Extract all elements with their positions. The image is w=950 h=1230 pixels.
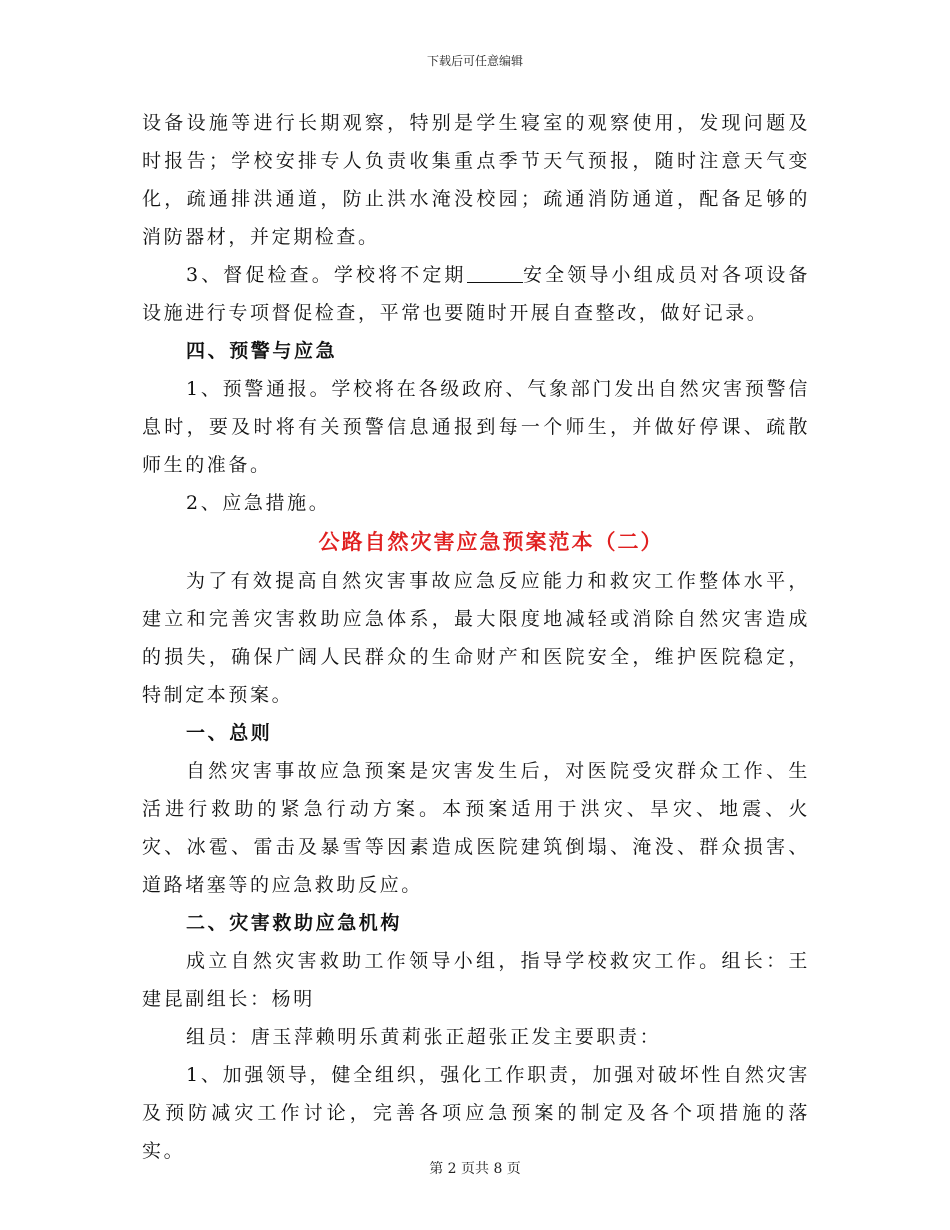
heading-general: 一、总则 — [186, 722, 273, 744]
blank-underline — [467, 264, 523, 283]
supervision-text-end: 安全领导小组成员对各项设备设施进行专项督促检查，平常也要随时开展自查整改，做好记录。 — [142, 264, 810, 324]
paragraph-warning-notice: 1、预警通报。学校将在各级政府、气象部门发出自然灾害预警信息时，要及时将有关预警信息通报到每一个师生，并做好停课、疏散师生的准备。 — [142, 378, 810, 476]
paragraph-emergency-measures: 2、应急措施。 — [186, 492, 331, 514]
page-header: 下载后可任意编辑 — [426, 54, 523, 68]
paragraph-intro: 为了有效提高自然灾害事故应急反应能力和救灾工作整体水平，建立和完善灾害救助应急体系，最大限度地减轻或消除自然灾害造成的损失，确保广阔人民群众的生命财产和医院安全，维护医院稳定，特制定本预案。 — [142, 570, 810, 706]
heading-relief-organization: 二、灾害救助应急机构 — [186, 912, 403, 934]
document-body — [142, 104, 810, 1170]
paragraph-duty-1: 1、加强领导，健全组织，强化工作职责，加强对破坏性自然灾害及预防减灾工作讨论，完善各项应急预案的制定及各个项措施的落实。 — [142, 1064, 810, 1162]
page-footer: 第 2 页共 8 页 — [429, 1161, 521, 1177]
supervision-text-start: 3、督促检查。学校将不定期 — [186, 264, 467, 286]
paragraph-supervision-check — [142, 256, 810, 332]
paragraph-facility-observation: 设备设施等进行长期观察，特别是学生寝室的观察使用，发现问题及时报告；学校安排专人负责收集重点季节天气预报，随时注意天气变化，疏通排洪通道，防止洪水淹没校园；疏通消防通道，配备足够的消防器材，并定期检查。 — [142, 112, 810, 248]
paragraph-members: 组员：唐玉萍赖明乐黄莉张正超张正发主要职责： — [186, 1026, 662, 1048]
paragraph-organization: 成立自然灾害救助工作领导小组，指导学校救灾工作。组长：王建昆副组长：杨明 — [142, 950, 810, 1010]
document-title: 公路自然灾害应急预案范本（二） — [318, 529, 664, 554]
heading-warning-emergency: 四、预警与应急 — [186, 340, 338, 362]
paragraph-general: 自然灾害事故应急预案是灾害发生后，对医院受灾群众工作、生活进行救助的紧急行动方案。本预案适用于洪灾、旱灾、地震、火灾、冰雹、雷击及暴雪等因素造成医院建筑倒塌、淹没、群众损害、道路堵塞等的应急救助反应。 — [142, 760, 810, 896]
